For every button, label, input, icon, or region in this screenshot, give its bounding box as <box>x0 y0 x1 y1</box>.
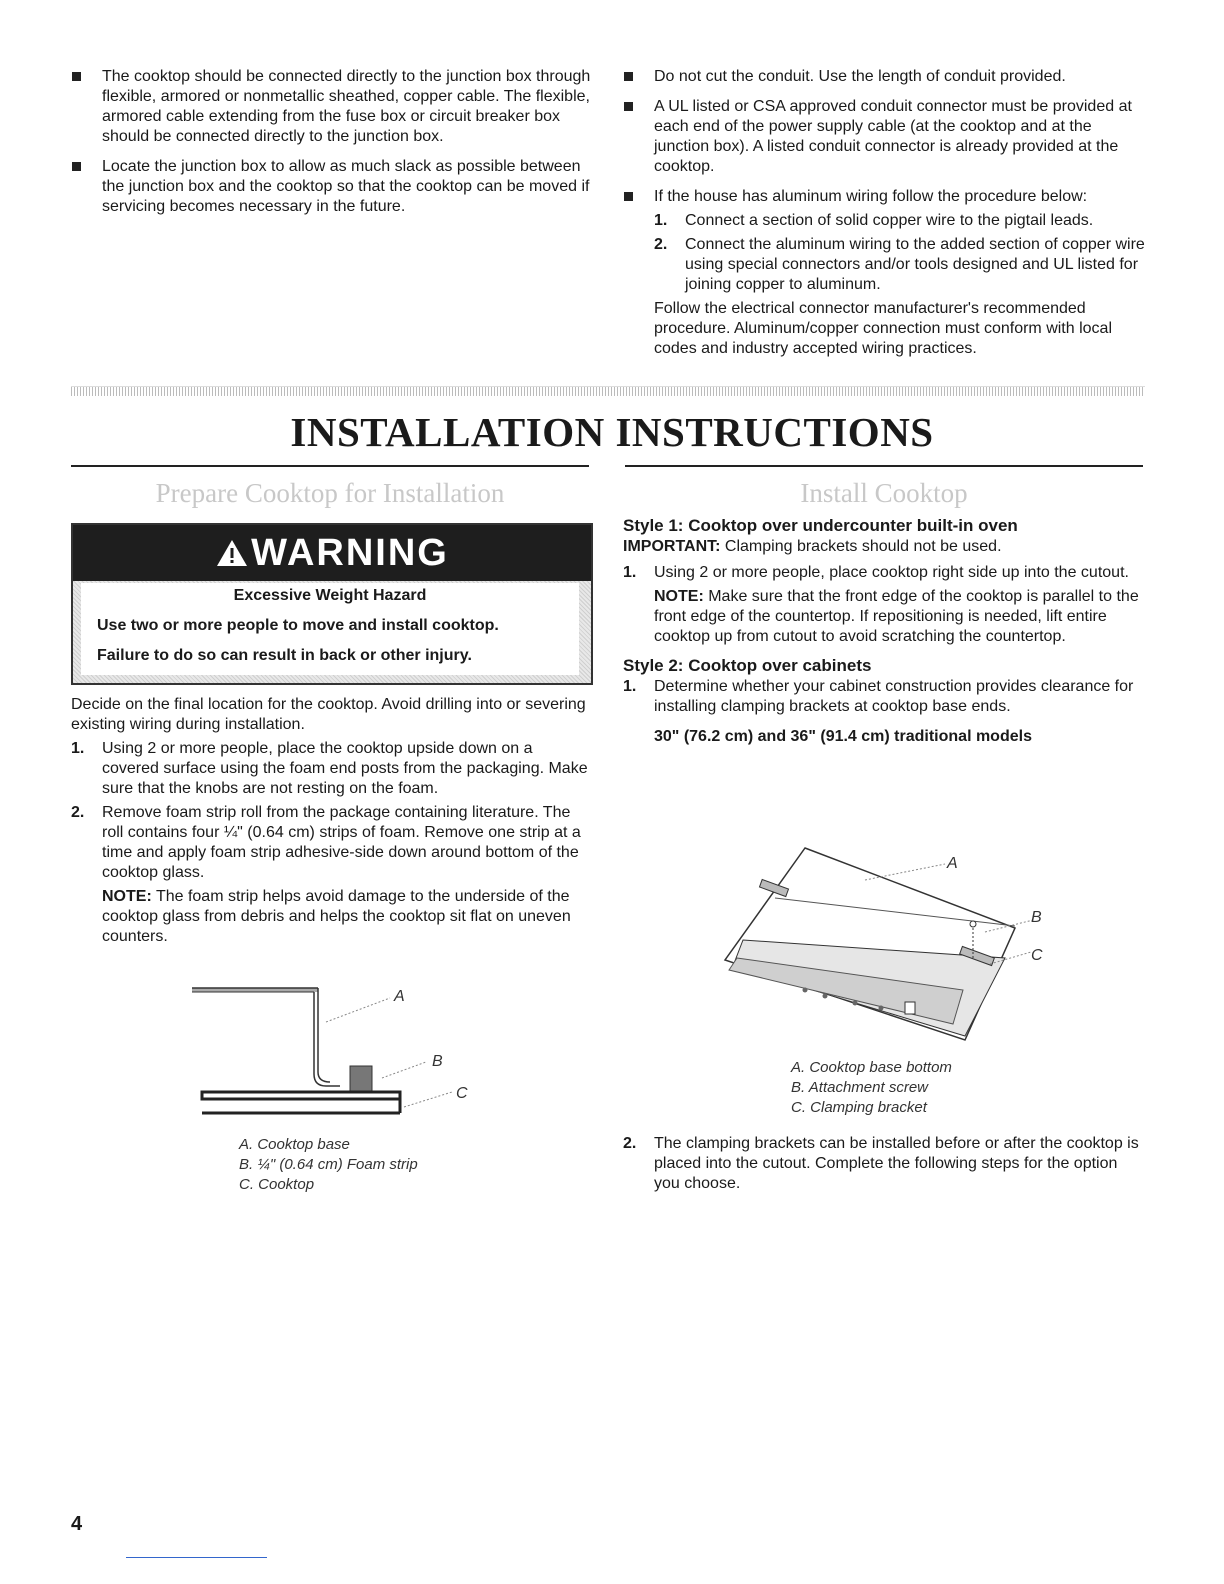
list-item: 1. Using 2 or more people, place cooktop right side up into the cutout. <box>623 564 1129 581</box>
warning-line-2: Failure to do so can result in back or other injury. <box>97 647 472 664</box>
fig-label-a: A <box>947 855 958 872</box>
page-number: 4 <box>71 1513 83 1535</box>
warning-body <box>81 583 579 675</box>
list-item: Do not cut the conduit. Use the length of conduit provided. <box>623 67 1145 87</box>
list-item: If the house has aluminum wiring follow the procedure below: <box>623 187 1145 207</box>
foam-strip-diagram <box>190 982 490 1122</box>
install-note: NOTE: Make sure that the front edge of the cooktop is parallel to the front edge of the countertop. If repositioning is needed, lift entire cooktop up from cutout to avoid scratching the countertop. <box>654 588 1139 645</box>
top-left-column <box>71 67 591 227</box>
warning-header <box>73 525 591 581</box>
prepare-note: NOTE: The foam strip helps avoid damage to the underside of the cooktop glass from debris and helps the cooktop sit flat on uneven counters. <box>102 888 571 945</box>
warning-triangle-icon <box>215 538 249 568</box>
install-step-2 <box>623 1134 1145 1198</box>
list-item: A UL listed or CSA approved conduit connector must be provided at each end of the power supply cable (at the cooktop and at the junction box). A listed conduit connector is already provided at the cooktop. <box>623 97 1145 177</box>
footer-line <box>126 1557 267 1558</box>
fig-label-b: B <box>1031 909 1042 926</box>
prepare-column <box>71 695 591 947</box>
install-section-title: Install Cooktop <box>800 478 968 508</box>
style1-heading: Style 1: Cooktop over undercounter built-in oven <box>623 516 1018 535</box>
caption: C. Cooktop <box>239 1176 315 1193</box>
prepare-captions <box>239 1135 418 1195</box>
models-heading: 30" (76.2 cm) and 36" (91.4 cm) traditional models <box>654 728 1032 745</box>
install-captions <box>791 1058 952 1118</box>
fig-label-c: C <box>1031 947 1043 964</box>
caption: B. Attachment screw <box>791 1079 928 1096</box>
list-item: 2. Remove foam strip roll from the package containing literature. The roll contains four ¼" (0.64 cm) strips of foam. Remove one strip at a time and apply foam strip adhesive-side down around bottom of the cooktop glass. <box>71 804 581 881</box>
list-item: 2. Connect the aluminum wiring to the added section of copper wire using special connectors and/or tools designed and UL listed for joining copper to aluminum. <box>654 236 1145 293</box>
page-title: INSTALLATION INSTRUCTIONS <box>290 409 934 455</box>
warning-label: WARNING <box>251 532 449 574</box>
left-rule <box>71 465 589 467</box>
aluminum-steps <box>623 211 1145 359</box>
right-rule <box>625 465 1143 467</box>
style2-heading: Style 2: Cooktop over cabinets <box>623 656 872 675</box>
list-item: 1. Using 2 or more people, place the cooktop upside down on a covered surface using the foam end posts from the packaging. Make sure that the knobs are not resting on the foam. <box>71 740 588 797</box>
important-note: IMPORTANT: Clamping brackets should not be used. <box>623 538 1002 555</box>
list-item: The cooktop should be connected directly to the junction box through flexible, armored or nonmetallic sheathed, copper cable. The flexible, armored cable extending from the fuse box or circuit breaker box should be connected directly to the junction box. <box>71 67 591 147</box>
caption: B. ¼" (0.64 cm) Foam strip <box>239 1156 418 1173</box>
warning-line-1: Use two or more people to move and install cooktop. <box>97 617 499 634</box>
fig-label-b: B <box>432 1053 443 1070</box>
warning-hazard: Excessive Weight Hazard <box>233 587 427 604</box>
list-item: Locate the junction box to allow as much slack as possible between the junction box and the cooktop so that the cooktop can be moved if servicing becomes necessary in the future. <box>71 157 591 217</box>
warning-box <box>71 523 593 685</box>
top-right-column <box>623 67 1145 359</box>
caption: C. Clamping bracket <box>791 1099 927 1116</box>
list-item: 2. The clamping brackets can be installed before or after the cooktop is placed into the cutout. Complete the following steps for the option you choose. <box>623 1135 1139 1192</box>
clamping-bracket-diagram <box>715 840 1055 1050</box>
fig-label-c: C <box>456 1085 468 1102</box>
prepare-intro: Decide on the final location for the cooktop. Avoid drilling into or severing existing wiring during installation. <box>71 696 586 733</box>
fig-label-a: A <box>394 988 405 1005</box>
caption: A. Cooktop base bottom <box>791 1059 952 1076</box>
list-item: 1. Determine whether your cabinet construction provides clearance for installing clamping brackets at cooktop base ends. <box>623 678 1134 715</box>
dotted-divider <box>71 386 1145 396</box>
list-item: 1. Connect a section of solid copper wire to the pigtail leads. <box>654 212 1094 229</box>
caption: A. Cooktop base <box>239 1136 350 1153</box>
prepare-section-title: Prepare Cooktop for Installation <box>155 478 505 508</box>
follow-text: Follow the electrical connector manufacturer's recommended procedure. Aluminum/copper connection must conform with local codes and industry accepted wiring practices. <box>654 300 1112 357</box>
install-column <box>623 515 1145 747</box>
